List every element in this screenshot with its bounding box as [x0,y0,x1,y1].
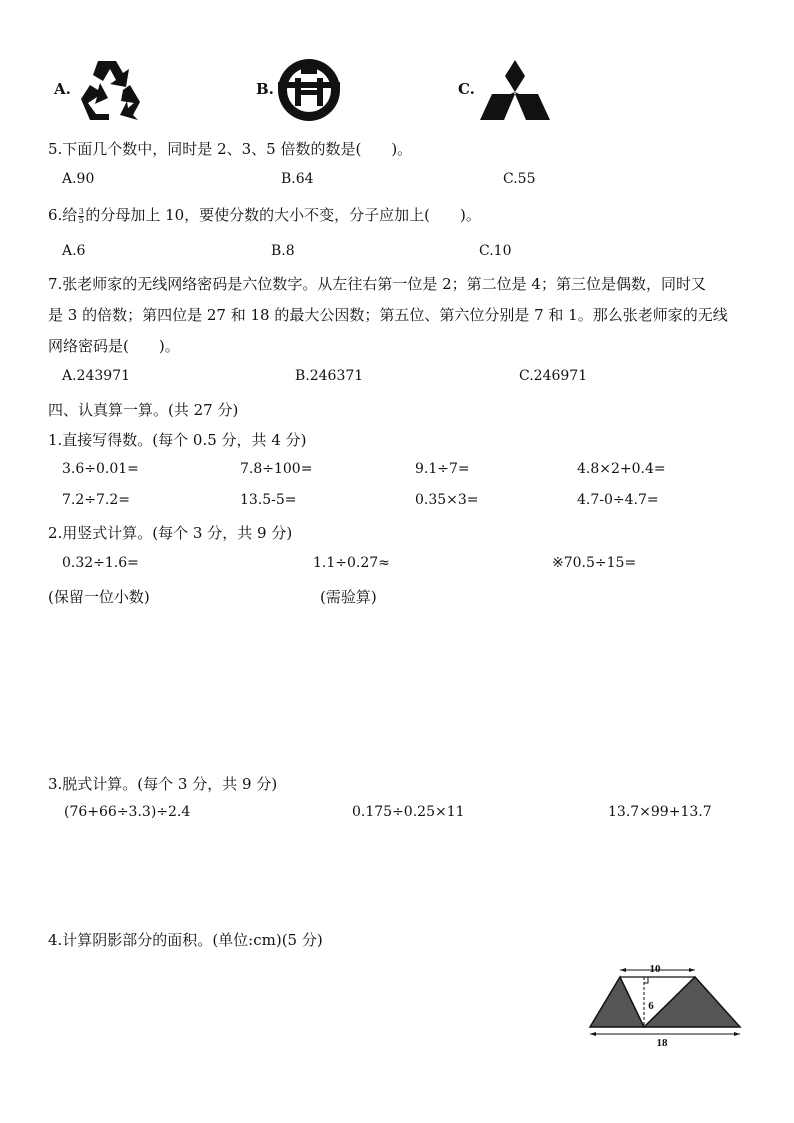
calc-item: 4.7-0÷4.7= [577,492,659,508]
q7-option-c: C.246971 [519,368,588,384]
q6-numerator: 3 [78,206,84,216]
calc-item: 3.6÷0.01= [62,461,139,477]
top-length-label: 10 [649,963,661,975]
right-shaded-triangle [644,977,740,1027]
stepwise-calc-item: (76+66÷3.3)÷2.4 [64,804,191,820]
stepwise-calc-item: 13.7×99+13.7 [608,804,712,820]
calc-item: 7.8÷100= [240,461,313,477]
q7-option-b: B.246371 [295,368,364,384]
q7-option-a: A.243971 [62,368,131,384]
recycle-icon [76,57,144,123]
stepwise-calc-item: 0.175÷0.25×11 [352,804,465,820]
calc-item: 13.5-5= [240,492,297,508]
vertical-calc-item: ※70.5÷15= [552,555,637,571]
note-round-one-decimal: (保留一位小数) [48,588,150,606]
option-c-label: C. [458,80,475,98]
q6-fraction [78,208,84,225]
section-4-title: 四、认真算一算。(共 27 分) [48,401,239,419]
three-diamonds-logo-icon [478,58,552,122]
option-a-label: A. [54,80,71,98]
vertical-calc-item: 1.1÷0.27≈ [313,555,390,571]
circle-h-logo-icon [275,56,343,124]
vertical-calc-item: 0.32÷1.6= [62,555,139,571]
part-1-title: 1.直接写得数。(每个 0.5 分，共 4 分) [48,431,307,449]
q6-prefix: 6.给 [48,206,78,224]
question-6 [48,204,481,225]
q6-suffix: 的分母加上 10，要使分数的大小不变，分子应加上( )。 [85,206,481,224]
calc-item: 7.2÷7.2= [62,492,130,508]
question-7-line3: 网络密码是( )。 [48,337,180,355]
part-2-title: 2.用竖式计算。(每个 3 分，共 9 分) [48,524,293,542]
q6-denominator: 5 [78,215,84,225]
q6-option-c: C.10 [479,243,512,259]
left-shaded-triangle [590,977,644,1027]
calc-item: 4.8×2+0.4= [577,461,666,477]
bottom-length-label: 18 [656,1037,668,1048]
part-4-title: 4.计算阴影部分的面积。(单位:cm)(5 分) [48,931,323,949]
note-verify: (需验算) [320,588,377,606]
q6-option-b: B.8 [271,243,295,259]
height-label: 6 [648,1000,654,1012]
shaded-area-figure [585,958,745,1048]
q5-option-c: C.55 [503,171,536,187]
right-angle-mark [644,977,648,983]
option-b-label: B. [256,80,274,98]
calc-item: 0.35×3= [415,492,479,508]
part-3-title: 3.脱式计算。(每个 3 分，共 9 分) [48,775,278,793]
question-5: 5.下面几个数中，同时是 2、3、5 倍数的数是( )。 [48,140,413,158]
q6-option-a: A.6 [62,243,86,259]
q5-option-b: B.64 [281,171,314,187]
question-7-line1: 7.张老师家的无线网络密码是六位数字。从左往右第一位是 2；第二位是 4；第三位是偶数，同时又 [48,275,706,293]
q5-option-a: A.90 [62,171,95,187]
calc-item: 9.1÷7= [415,461,470,477]
question-7-line2: 是 3 的倍数；第四位是 27 和 18 的最大公因数；第五位、第六位分别是 7 和 1。那么张老师家的无线 [48,306,728,324]
